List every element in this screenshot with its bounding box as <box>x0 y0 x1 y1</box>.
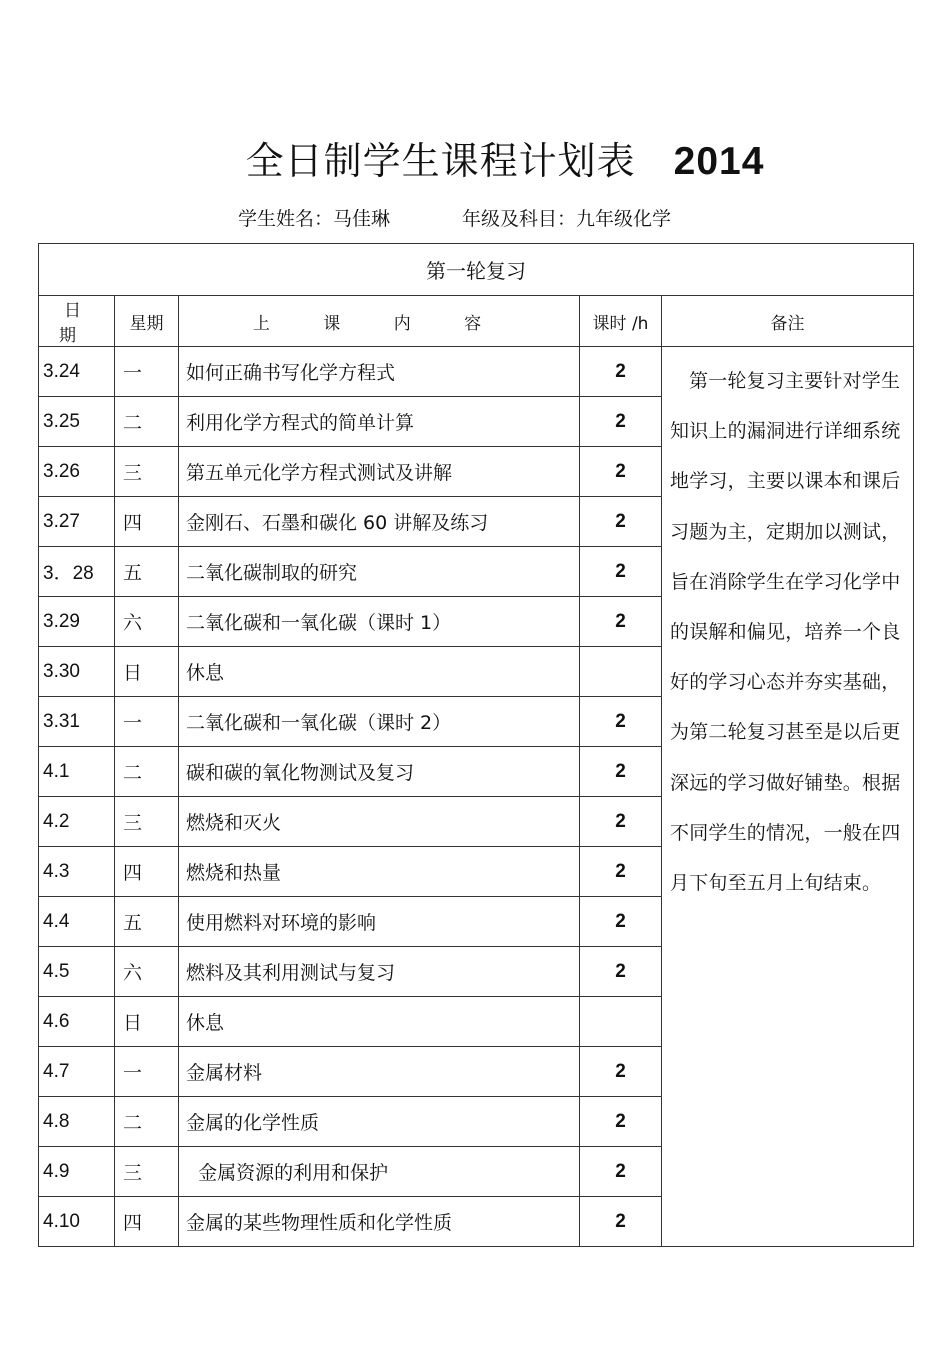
row-date: 3．28 <box>39 547 115 597</box>
row-content: 碳和碳的氧化物测试及复习 <box>179 747 580 797</box>
row-content: 第五单元化学方程式测试及讲解 <box>179 447 580 497</box>
row-date: 4.6 <box>39 997 115 1047</box>
row-weekday: 四 <box>115 497 179 547</box>
row-content: 燃烧和热量 <box>179 847 580 897</box>
row-content: 金属的化学性质 <box>179 1097 580 1147</box>
header-content-label: 上 课 内 容 <box>252 313 506 334</box>
note-cell: 第一轮复习主要针对学生知识上的漏洞进行详细系统地学习，主要以课本和课后习题为主，定期加以测试，旨在消除学生在学习化学中的误解和偏见，培养一个良好的学习心态并夯实基础，为第二轮复习甚至是以后更深远的学习做好铺垫。根据不同学生的情况，一般在四月下旬至五月上旬结束。 <box>662 347 914 1247</box>
row-hours: 2 <box>580 597 662 647</box>
row-hours: 2 <box>580 947 662 997</box>
schedule-body <box>39 244 914 1247</box>
row-weekday: 一 <box>115 1047 179 1097</box>
row-hours: 2 <box>580 447 662 497</box>
row-hours: 2 <box>580 547 662 597</box>
grade-subject: 年级及科目：九年级化学 <box>462 208 672 230</box>
row-hours: 2 <box>580 1097 662 1147</box>
row-hours: 2 <box>580 847 662 897</box>
row-date: 3.24 <box>39 347 115 397</box>
row-content: 金刚石、石墨和碳化 60 讲解及练习 <box>179 497 580 547</box>
row-weekday: 五 <box>115 547 179 597</box>
row-content: 二氧化碳制取的研究 <box>179 547 580 597</box>
row-weekday: 五 <box>115 897 179 947</box>
row-content: 金属资源的利用和保护 <box>179 1147 580 1197</box>
row-date: 3.27 <box>39 497 115 547</box>
row-weekday: 一 <box>115 697 179 747</box>
row-weekday: 日 <box>115 997 179 1047</box>
header-content <box>179 296 580 347</box>
row-weekday: 三 <box>115 447 179 497</box>
row-weekday: 一 <box>115 347 179 397</box>
row-date: 4.3 <box>39 847 115 897</box>
row-hours: 2 <box>580 1197 662 1247</box>
row-hours: 2 <box>580 397 662 447</box>
page-title <box>0 136 950 187</box>
row-date: 4.10 <box>39 1197 115 1247</box>
student-name: 学生姓名：马佳琳 <box>238 208 391 230</box>
row-date: 4.8 <box>39 1097 115 1147</box>
row-hours <box>580 647 662 697</box>
row-hours: 2 <box>580 497 662 547</box>
row-weekday: 六 <box>115 597 179 647</box>
row-date: 4.9 <box>39 1147 115 1197</box>
section-title: 第一轮复习 <box>39 244 914 296</box>
title-year: 2014 <box>673 140 765 183</box>
row-content: 休息 <box>179 647 580 697</box>
row-date: 3.30 <box>39 647 115 697</box>
row-hours: 2 <box>580 797 662 847</box>
row-hours: 2 <box>580 347 662 397</box>
row-content: 如何正确书写化学方程式 <box>179 347 580 397</box>
row-hours: 2 <box>580 897 662 947</box>
row-hours <box>580 997 662 1047</box>
section-row <box>39 244 914 296</box>
row-hours: 2 <box>580 1147 662 1197</box>
row-date: 3.31 <box>39 697 115 747</box>
header-note: 备注 <box>662 296 914 347</box>
header-weekday: 星期 <box>115 296 179 347</box>
header-date <box>39 296 115 347</box>
row-content: 休息 <box>179 997 580 1047</box>
row-content: 利用化学方程式的简单计算 <box>179 397 580 447</box>
header-date-label: 日 期 <box>59 301 99 346</box>
row-date: 3.26 <box>39 447 115 497</box>
row-content: 金属材料 <box>179 1047 580 1097</box>
row-weekday: 四 <box>115 847 179 897</box>
student-info <box>0 200 950 230</box>
row-date: 4.5 <box>39 947 115 997</box>
row-weekday: 二 <box>115 397 179 447</box>
row-weekday: 日 <box>115 647 179 697</box>
row-content: 燃料及其利用测试与复习 <box>179 947 580 997</box>
row-date: 4.1 <box>39 747 115 797</box>
row-content: 金属的某些物理性质和化学性质 <box>179 1197 580 1247</box>
row-weekday: 四 <box>115 1197 179 1247</box>
row-date: 4.4 <box>39 897 115 947</box>
row-weekday: 三 <box>115 797 179 847</box>
row-hours: 2 <box>580 697 662 747</box>
title-text: 全日制学生课程计划表 <box>245 139 636 183</box>
row-content: 二氧化碳和一氧化碳（课时 2） <box>179 697 580 747</box>
row-date: 4.2 <box>39 797 115 847</box>
row-weekday: 二 <box>115 747 179 797</box>
row-date: 3.25 <box>39 397 115 447</box>
row-date: 4.7 <box>39 1047 115 1097</box>
row-hours: 2 <box>580 1047 662 1097</box>
row-content: 燃烧和灭火 <box>179 797 580 847</box>
row-weekday: 三 <box>115 1147 179 1197</box>
row-weekday: 六 <box>115 947 179 997</box>
row-content: 二氧化碳和一氧化碳（课时 1） <box>179 597 580 647</box>
header-row <box>39 296 914 347</box>
schedule-table <box>38 243 914 1247</box>
row-weekday: 二 <box>115 1097 179 1147</box>
header-hours: 课时 /h <box>580 296 662 347</box>
row-date: 3.29 <box>39 597 115 647</box>
row-content: 使用燃料对环境的影响 <box>179 897 580 947</box>
row-hours: 2 <box>580 747 662 797</box>
table-row <box>39 347 914 397</box>
